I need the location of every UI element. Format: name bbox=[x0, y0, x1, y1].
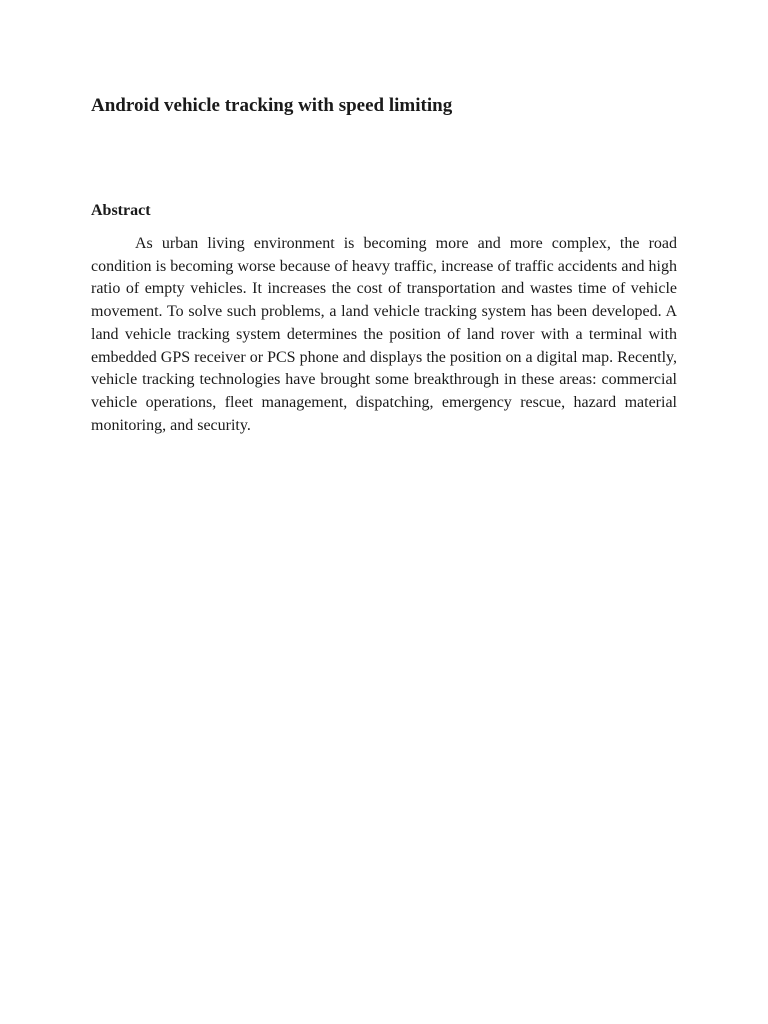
document-title: Android vehicle tracking with speed limiting bbox=[91, 95, 453, 116]
abstract-paragraph: As urban living environment is becoming more and more complex, the road condition is becoming worse because of heavy traffic, increase of traffic accidents and high ratio of empty vehicles. It increases the cost of transportation and wastes time of vehicle movement. To solve such problems, a land vehicle tracking system has been developed. A land vehicle tracking system determines the position of land rover with a terminal with embedded GPS receiver or PCS phone and displays the position on a digital map. Recently, vehicle tracking technologies have brought some breakthrough in these areas: commercial vehicle operations, fleet management, dispatching, emergency rescue, hazard material monitoring, and security. bbox=[91, 235, 677, 434]
abstract-heading: Abstract bbox=[91, 202, 151, 219]
